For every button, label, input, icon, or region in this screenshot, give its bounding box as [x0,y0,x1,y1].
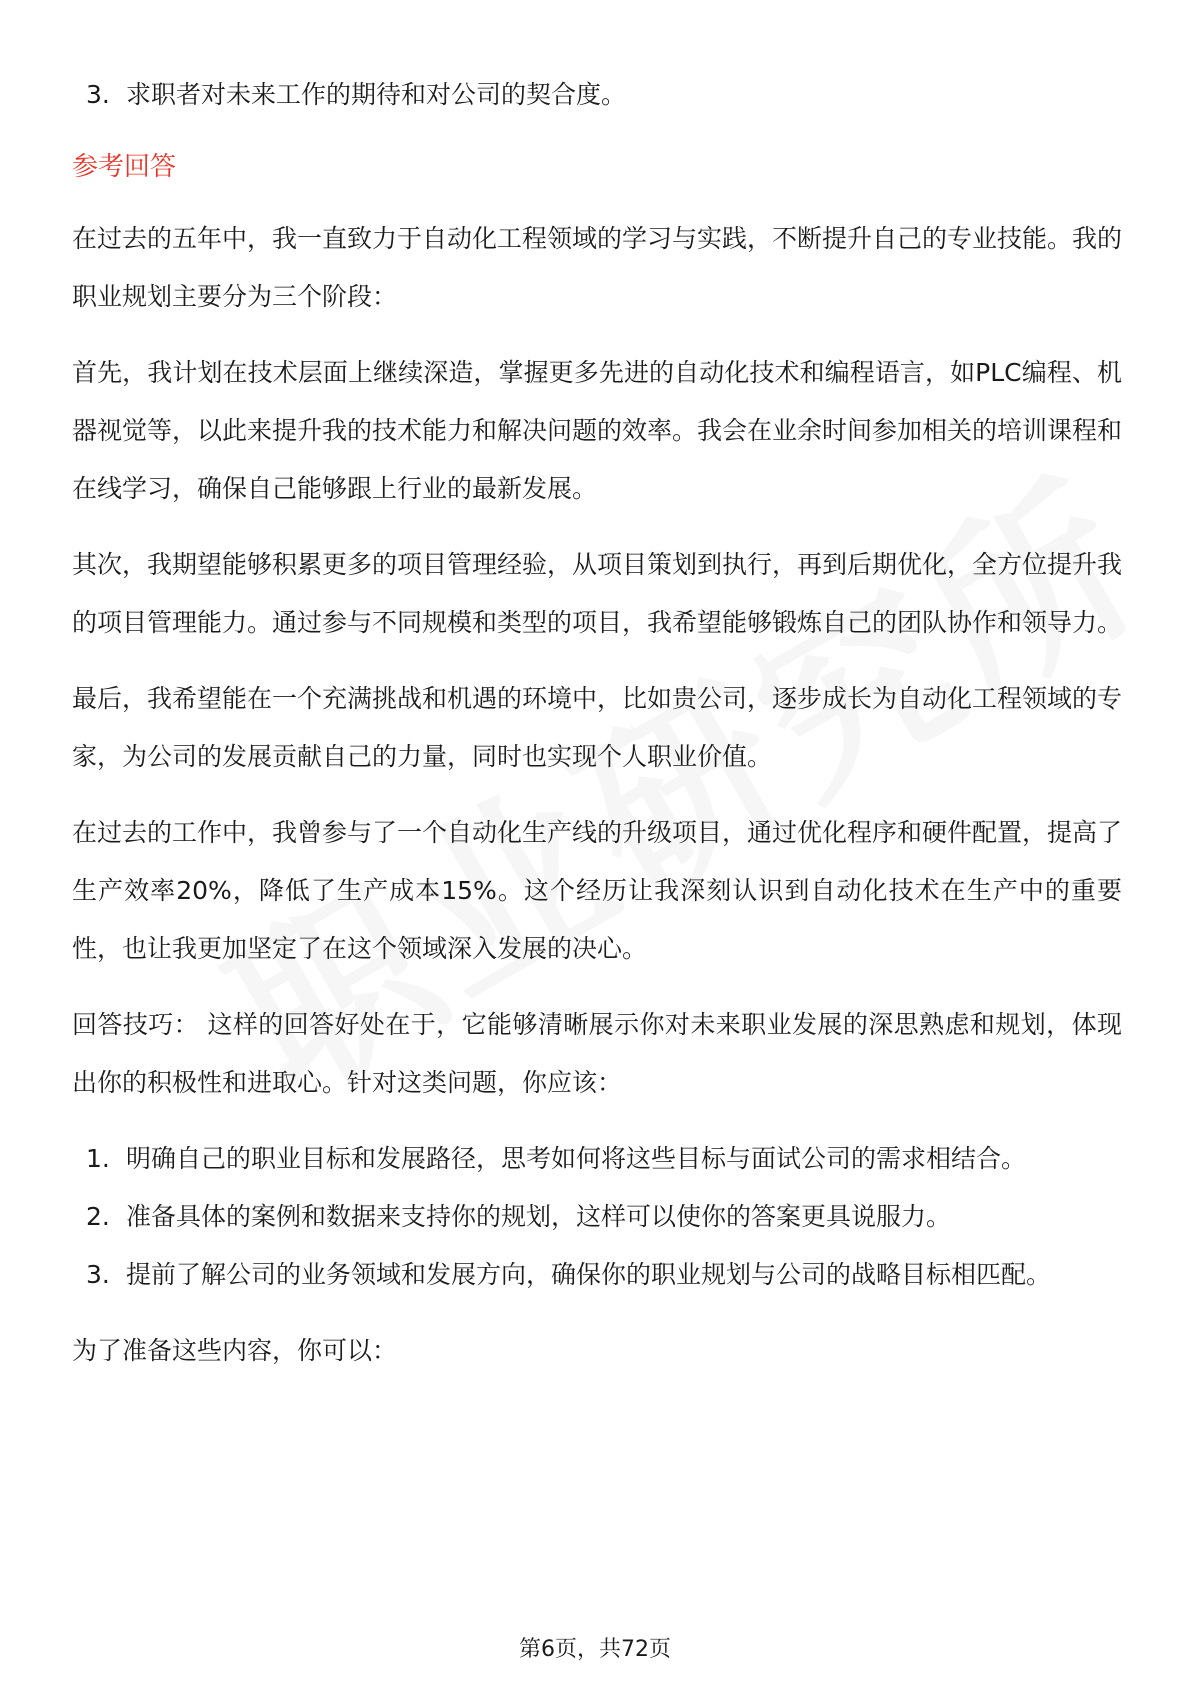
tips-list [72,1130,1122,1304]
paragraph: 首先，我计划在技术层面上继续深造，掌握更多先进的自动化技术和编程语言，如PLC编程、机器视觉等，以此来提升我的技术能力和解决问题的效率。我会在业余时间参加相关的培训课程和在线学习，确保自己能够跟上行业的最新发展。 [72,358,1123,503]
list-text: 明确自己的职业目标和发展路径，思考如何将这些目标与面试公司的需求相结合。 [126,1144,1027,1173]
list-item [72,1246,1122,1304]
list-number: 2. [86,1202,110,1231]
list-number: 3. [86,80,110,109]
page-footer: 第6页，共72页 [519,1637,671,1662]
list-text: 提前了解公司的业务领域和发展方向，确保你的职业规划与公司的战略目标相匹配。 [126,1260,1052,1289]
list-text: 求职者对未来工作的期待和对公司的契合度。 [126,80,627,109]
section-heading: 参考回答 [72,152,177,182]
list-item [72,1130,1122,1188]
closing-paragraph: 为了准备这些内容，你可以： [72,1336,398,1365]
list-text: 准备具体的案例和数据来支持你的规划，这样可以使你的答案更具说服力。 [126,1202,952,1231]
paragraph: 最后，我希望能在一个充满挑战和机遇的环境中，比如贵公司，逐步成长为自动化工程领域的专家，为公司的发展贡献自己的力量，同时也实现个人职业价值。 [72,684,1123,771]
list-number: 3. [86,1260,110,1289]
list-item [72,66,1122,124]
paragraph: 在过去的五年中，我一直致力于自动化工程领域的学习与实践，不断提升自己的专业技能。我的职业规划主要分为三个阶段： [72,224,1123,311]
list-number: 1. [86,1144,110,1173]
paragraph: 在过去的工作中，我曾参与了一个自动化生产线的升级项目，通过优化程序和硬件配置，提高了生产效率20%，降低了生产成本15%。这个经历让我深刻认识到自动化技术在生产中的重要性，也让我更加坚定了在这个领域深入发展的决心。 [72,818,1123,963]
page-content [72,66,1122,1380]
list-item [72,1188,1122,1246]
paragraph: 其次，我期望能够积累更多的项目管理经验，从项目策划到执行，再到后期优化，全方位提升我的项目管理能力。通过参与不同规模和类型的项目，我希望能够锻炼自己的团队协作和领导力。 [72,550,1123,637]
paragraph: 回答技巧： 这样的回答好处在于，它能够清晰展示你对未来职业发展的深思熟虑和规划，体现出你的积极性和进取心。针对这类问题，你应该： [72,1010,1122,1097]
